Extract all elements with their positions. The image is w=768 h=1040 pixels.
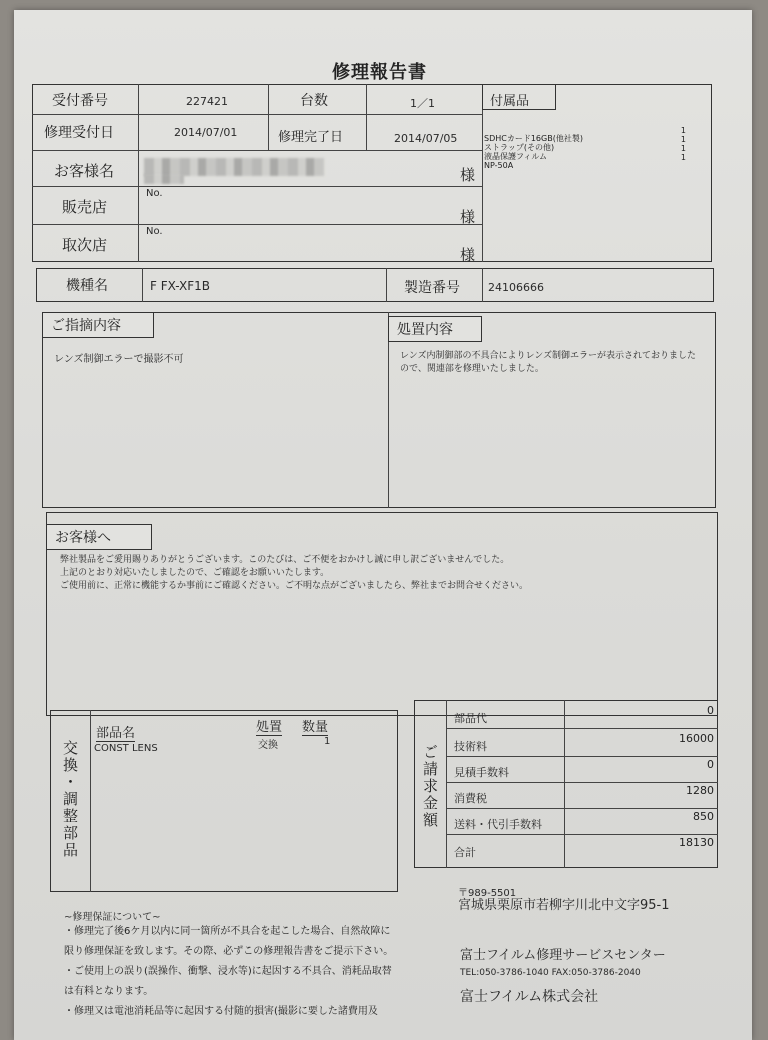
warranty-title: ~修理保証について~ [64,912,161,923]
footer-phone: TEL:050-3786-1040 FAX:050-3786-2040 [460,968,641,978]
reported-label: ご指摘内容 [42,312,154,338]
page-title: 修理報告書 [332,58,427,85]
message-line-3: ご使用前に、正常に機能するか事前にご確認ください。ご不明な点がございましたら、弊社までお問合せください。 [60,581,529,591]
serial-label: 製造番号 [404,280,460,296]
parts-col-action: 処置 [256,716,282,736]
part-qty: 1 [324,736,331,747]
billing-value: 850 [693,810,714,823]
customer-label: お客様名 [54,162,115,180]
message-line-2: 上記のとおり対応いたしましたので、ご確認をお願いいたします。 [60,568,330,578]
accessories-list [484,126,694,170]
billing-value: 0 [707,758,714,771]
parts-col-name: 部品名 [96,722,135,742]
billing-side-label: ご請求金額 [421,744,439,829]
billing-value: 0 [707,704,714,717]
billing-label: 見積手数料 [454,766,509,779]
issue-box [42,312,716,508]
billing-label: 消費税 [454,792,487,805]
billing-label: 技術料 [454,740,487,753]
repair-done-label: 修理完了日 [278,130,344,145]
message-line-1: 弊社製品をご愛用賜りありがとうございます。このたびは、ご不便をおかけし誠に申し訳ございませんでした。 [60,555,510,565]
action-label: 処置内容 [388,316,482,342]
warranty-text: ・修理完了後6ケ月以内に同一箇所が不具合を起こした場合、自然故障に 限り修理保証を致します。その際、必ずこの修理報告書をご提示下さい。 ・ご使用上の誤り(誤操作、衝撃、浸水等)に起因する不具合、消耗品取替 は有料となります。 ・修理又は電池消耗品等に起因する付随的損害(撮影に要した諸費用及 [64,926,394,1017]
billing-total-value: 18130 [679,836,714,849]
store-sama: 様 [460,208,476,226]
agent-label: 取次店 [62,236,108,254]
model-value: F FX-XF1B [150,279,210,293]
list-item: ストラップ(その他) 1 [484,135,686,152]
footer-postal: 〒989-5501 [458,888,517,899]
billing-total-label: 合計 [454,846,476,859]
billing-label: 部品代 [454,712,487,725]
footer-address: 宮城県栗原市若柳字川北中文字95-1 [458,898,670,913]
list-item: 液晶保護フィルム 1 [484,144,686,161]
billing-value: 16000 [679,732,714,745]
units-label: 台数 [300,93,328,109]
message-label: お客様へ [46,524,152,550]
parts-col-qty: 数量 [302,716,328,736]
footer-center: 富士フイルム修理サービスセンター [460,948,666,963]
billing-label: 送料・代引手数料 [454,818,542,831]
reported-text: レンズ制御エラーで撮影不可 [54,354,184,365]
serial-value: 24106666 [488,281,544,294]
part-name: CONST LENS [94,743,158,754]
agent-no: No. [146,226,163,237]
footer-company: 富士フイルム株式会社 [460,989,599,1005]
units-value: 1／1 [410,97,435,110]
header-table [32,84,712,262]
model-table [36,268,714,302]
repair-received-label: 修理受付日 [44,125,114,141]
list-item: SDHCカード16GB(他社製) 1 [484,126,686,143]
repair-done-value: 2014/07/05 [394,132,458,145]
model-label: 機種名 [66,278,108,294]
store-no: No. [146,188,163,199]
part-action: 交換 [258,740,278,751]
agent-sama: 様 [460,246,476,264]
list-item: NP-50A 1 [484,153,686,170]
customer-sama: 様 [460,166,476,184]
receipt-no-value: 227421 [186,95,228,108]
store-label: 販売店 [62,198,108,216]
receipt-no-label: 受付番号 [52,93,108,109]
customer-name-redacted-2 [144,174,184,184]
action-text: レンズ内制御部の不具合によりレンズ制御エラーが表示されておりましたので、関連部を修理いたしました。 [400,351,697,374]
billing-value: 1280 [686,784,714,797]
report-paper [14,10,752,1040]
repair-received-value: 2014/07/01 [174,126,238,139]
parts-side-label: 交換・調整部品 [61,740,79,859]
accessories-label: 付属品 [490,94,530,109]
